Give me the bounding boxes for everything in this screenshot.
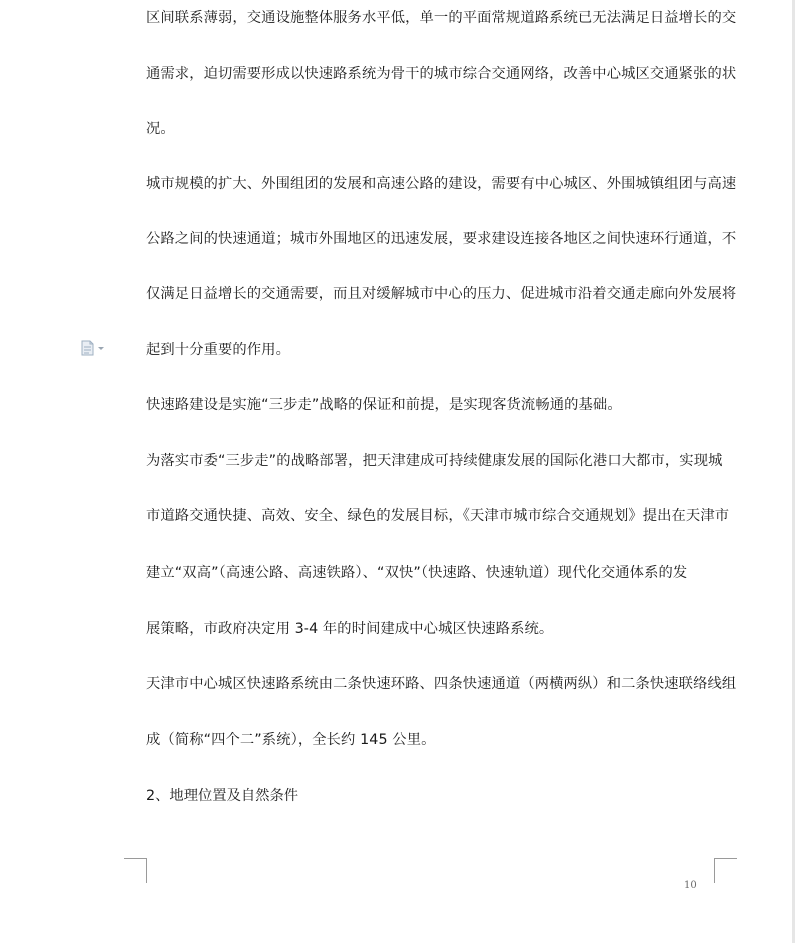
body-text-line: 仅满足日益增长的交通需要，而且对缓解城市中心的压力、促进城市沿着交通走廊向外发展将 (146, 286, 737, 302)
body-text-line: 市道路交通快捷、高效、安全、绿色的发展目标，《天津市城市综合交通规划》提出在天津市 (146, 508, 730, 524)
margin-corner-mark-right (714, 858, 737, 883)
chevron-down-icon (98, 347, 104, 350)
page-number: 10 (684, 880, 697, 891)
body-text-line: 展策略，市政府决定用 3-4 年的时间建成中心城区快速路系统。 (146, 621, 554, 637)
paragraph-options-button[interactable] (80, 340, 106, 356)
body-text-line: 建立“双高”（高速公路、高速铁路）、“双快”（快速路、快速轨道）现代化交通体系的发 (146, 565, 688, 581)
margin-corner-mark-left (124, 858, 147, 883)
section-heading: 2、地理位置及自然条件 (146, 788, 299, 804)
body-text-line: 区间联系薄弱，交通设施整体服务水平低，单一的平面常规道路系统已无法满足日益增长的交 (146, 10, 737, 26)
body-text-line: 通需求，迫切需要形成以快速路系统为骨干的城市综合交通网络，改善中心城区交通紧张的状 (146, 66, 737, 82)
body-text-line: 快速路建设是实施“三步走”战略的保证和前提，是实现客货流畅通的基础。 (146, 397, 622, 413)
body-text-line: 成（简称“四个二”系统），全长约 145 公里。 (146, 732, 436, 748)
body-text-line: 为落实市委“三步走”的战略部署，把天津建成可持续健康发展的国际化港口大都市，实现城 (146, 453, 723, 469)
document-icon (80, 340, 106, 356)
body-text-line: 况。 (146, 121, 175, 137)
body-text-line: 起到十分重要的作用。 (146, 342, 290, 358)
body-text-line: 城市规模的扩大、外围组团的发展和高速公路的建设，需要有中心城区、外围城镇组团与高速 (146, 176, 737, 192)
body-text-line: 公路之间的快速通道；城市外围地区的迅速发展，要求建设连接各地区之间快速环行通道，不 (146, 231, 737, 247)
body-text-line: 天津市中心城区快速路系统由二条快速环路、四条快速通道（两横两纵）和二条快速联络线组 (146, 676, 737, 692)
